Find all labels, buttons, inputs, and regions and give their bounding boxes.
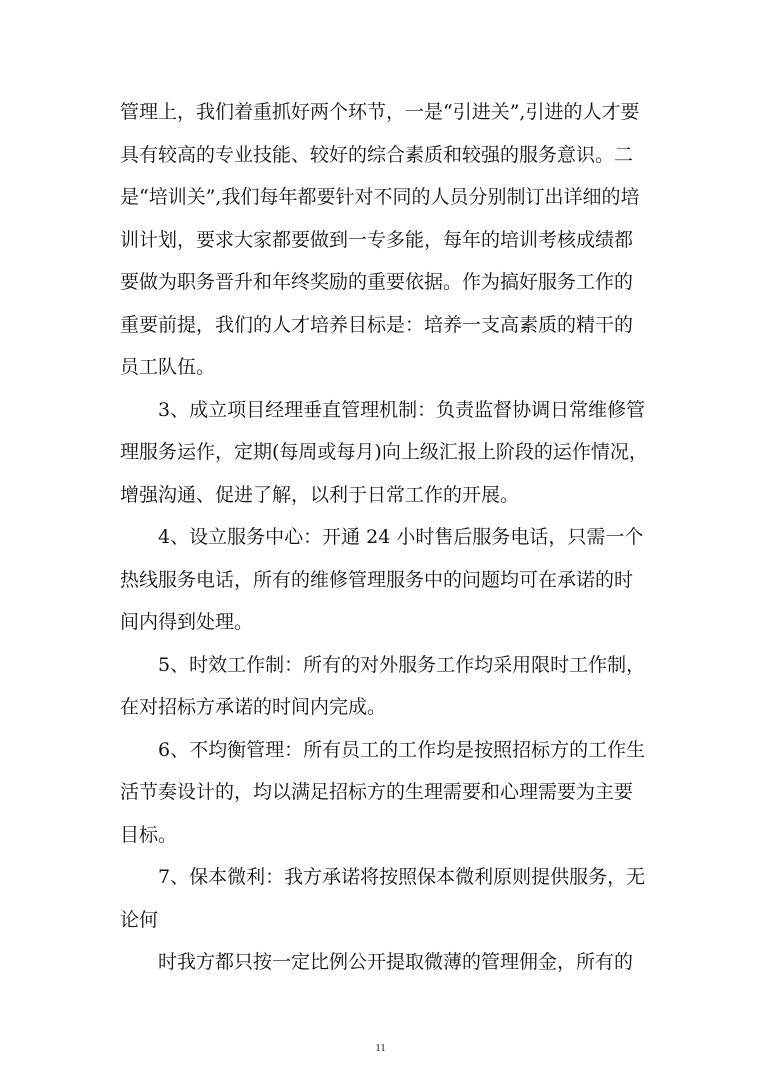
paragraph-first-line: 6、不均衡管理：所有员工的工作均是按照招标方的工作生 bbox=[158, 739, 646, 761]
text-line: 理服务运作，定期(每周或每月)向上级汇报上阶段的运作情况， bbox=[120, 441, 648, 463]
text-line: 在对招标方承诺的时间内完成。 bbox=[120, 696, 387, 718]
text-line: 是“培训关”,我们每年都要针对不同的人员分别制订出详细的培 bbox=[120, 186, 640, 208]
text-line: 要做为职务晋升和年终奖励的重要依据。作为搞好服务工作的 bbox=[120, 271, 634, 293]
text-line: 管理上，我们着重抓好两个环节，一是“引进关”,引进的人才要 bbox=[120, 101, 640, 123]
text-line: 具有较高的专业技能、较好的综合素质和较强的服务意识。二 bbox=[120, 144, 634, 166]
text-line: 活节奏设计的，均以满足招标方的生理需要和心理需要为主要 bbox=[120, 781, 634, 803]
paragraph-first-line: 时我方都只按一定比例公开提取微薄的管理佣金，所有的 bbox=[158, 951, 634, 973]
text-line: 热线服务电话，所有的维修管理服务中的问题均可在承诺的时 bbox=[120, 569, 634, 591]
text-line: 论何 bbox=[120, 909, 159, 931]
paragraph-first-line: 4、设立服务中心：开通 24 小时售后服务电话，只需一个 bbox=[158, 526, 644, 548]
text-line: 增强沟通、促进了解，以利于日常工作的开展。 bbox=[120, 484, 520, 506]
paragraph-first-line: 5、时效工作制：所有的对外服务工作均采用限时工作制， bbox=[158, 654, 646, 676]
text-line: 重要前提，我们的人才培养目标是：培养一支高素质的精干的 bbox=[120, 314, 634, 336]
page-number: 11 bbox=[375, 1042, 386, 1054]
text-line: 训计划，要求大家都要做到一专多能，每年的培训考核成绩都 bbox=[120, 229, 634, 251]
text-line: 间内得到处理。 bbox=[120, 611, 254, 633]
paragraph-first-line: 3、成立项目经理垂直管理机制：负责监督协调日常维修管 bbox=[158, 399, 646, 421]
paragraph-first-line: 7、保本微利：我方承诺将按照保本微利原则提供服务，无 bbox=[158, 866, 646, 888]
text-line: 员工队伍。 bbox=[120, 356, 216, 378]
text-line: 目标。 bbox=[120, 824, 178, 846]
